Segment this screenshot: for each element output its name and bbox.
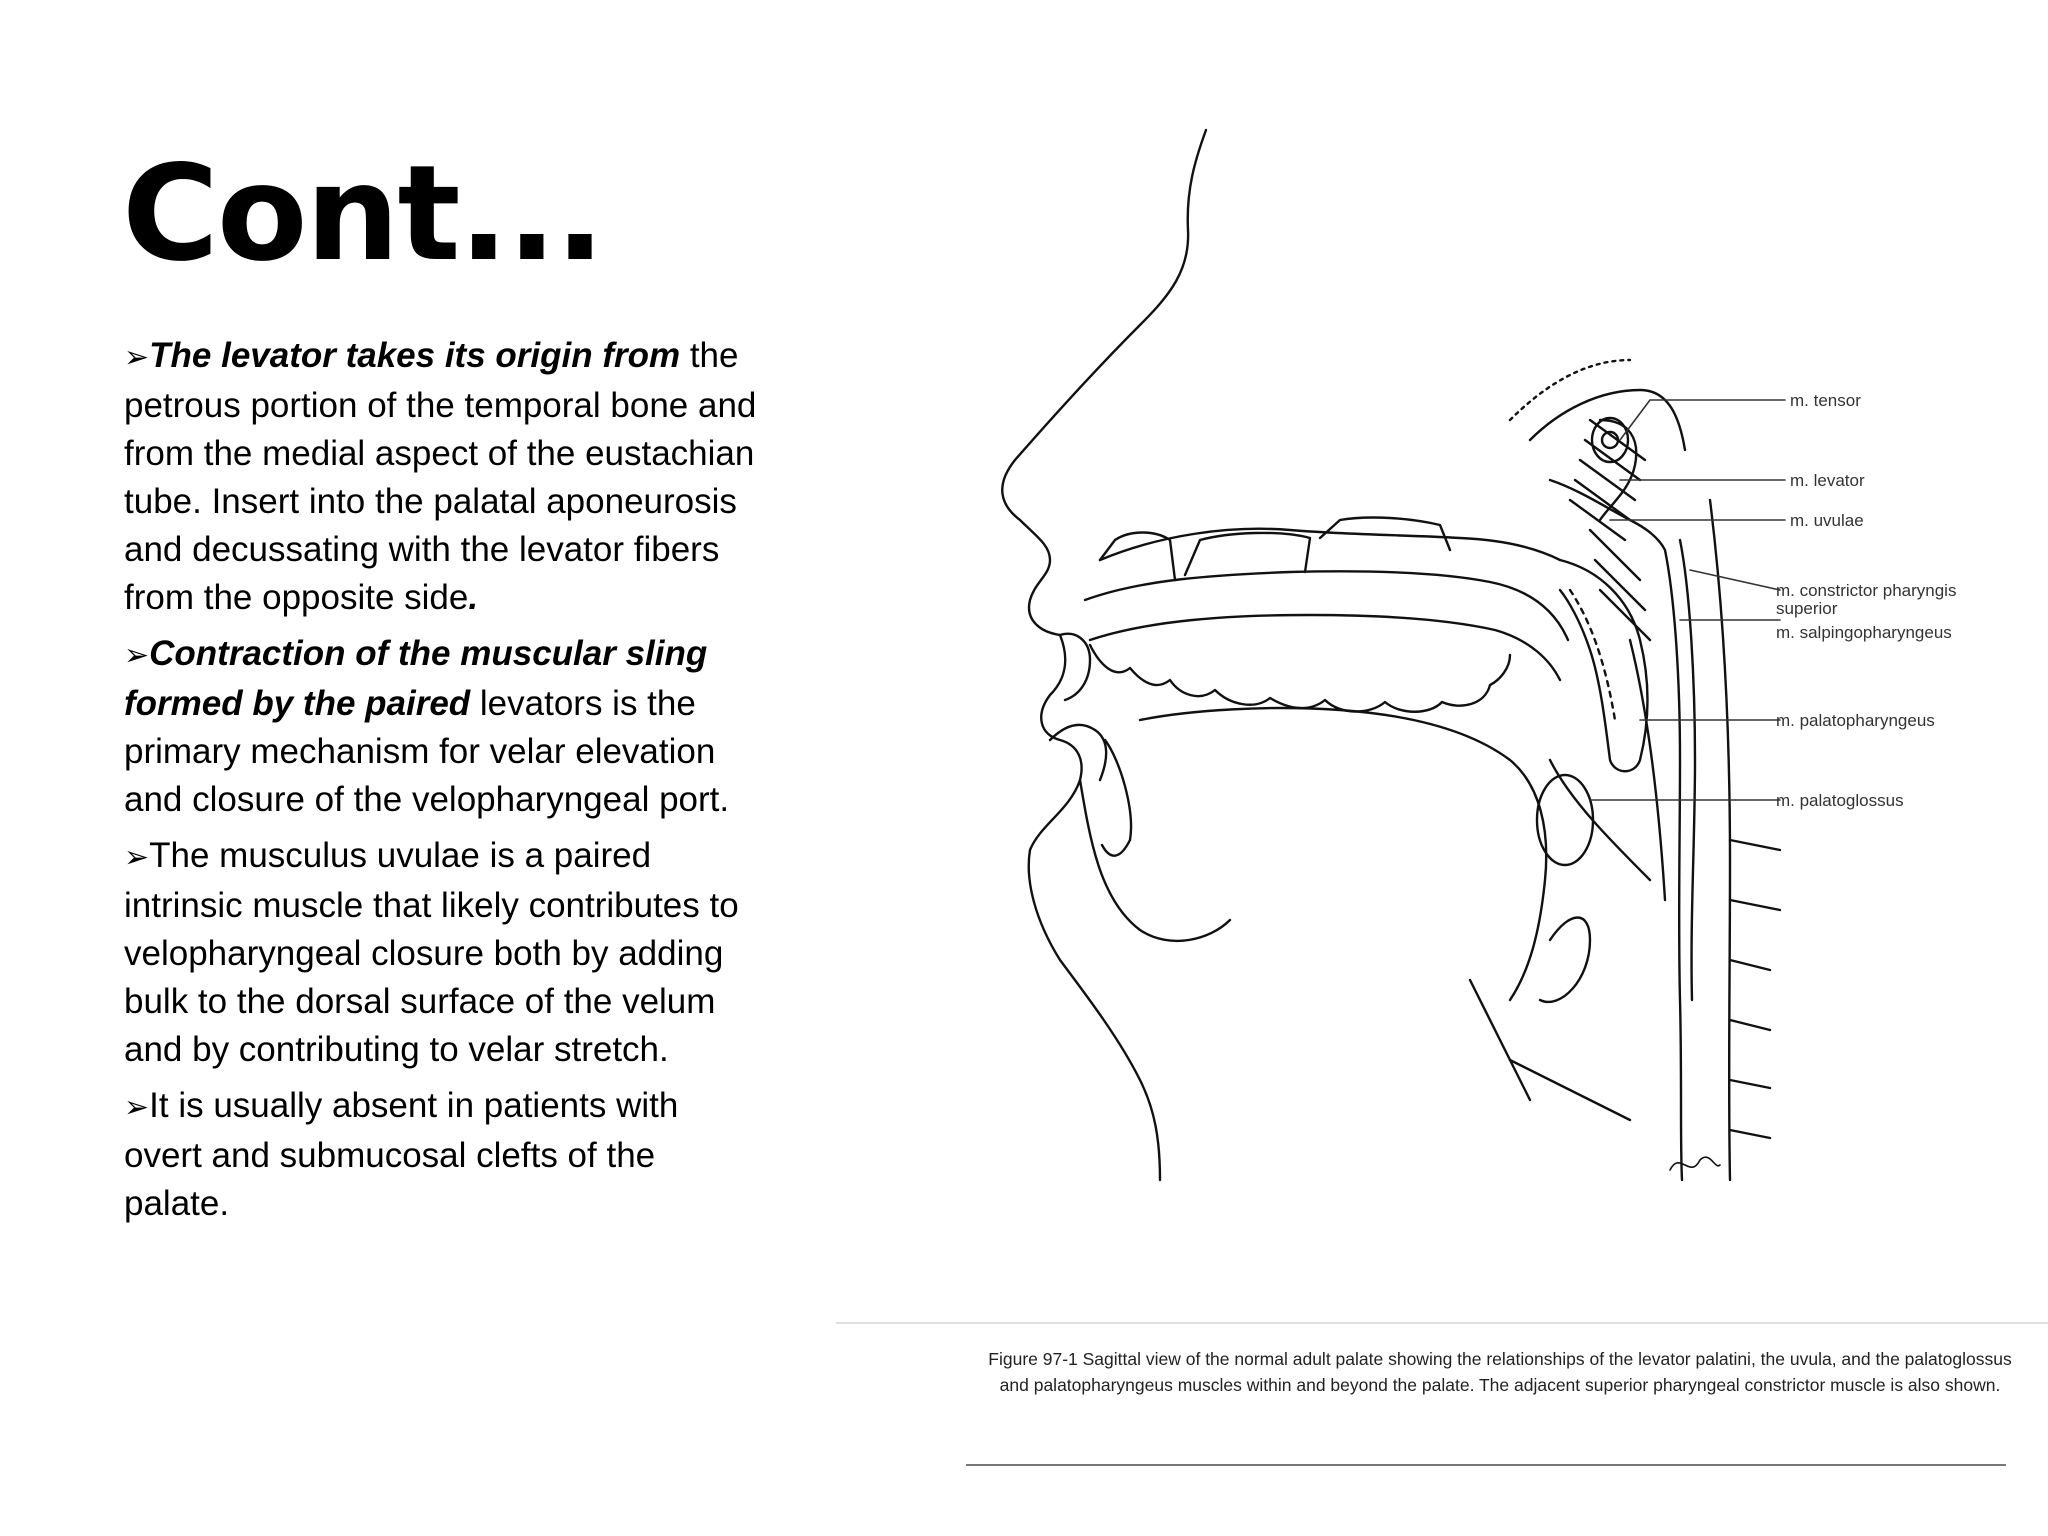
skull-base-dashed [1510,360,1630,420]
tensor-hook [1600,420,1636,520]
bullet-text: The musculus uvulae is a paired intrinsic muscle that likely contributes to velopharyngeal closure both by adding bulk to the dorsal surface of the velum and by contributing to velar stretch. [124,836,739,1069]
leader-line-tensor [1620,400,1785,440]
leader-line-constrictor [1690,570,1780,590]
palatoglossus [1550,760,1650,880]
bullet-item [124,332,764,622]
label-palatoglossus: m. palatoglossus [1776,791,1904,810]
label-palatopharyngeus: m. palatopharyngeus [1776,711,1935,730]
bullet-item [124,832,764,1074]
bullet-item [124,1082,764,1228]
bullet-emphasis: Contraction of the muscular sling formed by the paired [124,634,708,723]
bullet-list [124,332,764,1236]
pharyngeal-wall-inner [1680,540,1695,1000]
soft-palate [1560,560,1648,771]
anatomy-figure [990,120,2010,1310]
label-constrictor-superior: superior [1776,599,1838,618]
label-tensor: m. tensor [1790,391,1861,410]
bullet-text: the petrous portion of the temporal bone and from the medial aspect of the eustachian tube. Insert into the palatal aponeurosis and decussating with the levator fibers from the opposite side [124,336,757,617]
tonsil [1537,775,1593,865]
artist-mark [1670,1157,1720,1170]
figure-caption: Figure 97-1 Sagittal view of the normal adult palate showing the relationships of the levator palatini, the uvula, and the palatoglossus and palatopharyngeus muscles within and beyond the palate. The adjacent superior pharyngeal constrictor muscle is also shown. [988,1349,2012,1395]
figure-divider-top [836,1322,2048,1324]
arrow-bullet-icon: ➢ [124,340,150,375]
palatine-bone [1185,533,1310,575]
face-profile-outline [1002,130,1206,1180]
nasal-floor [1100,529,1560,560]
arrow-bullet-icon: ➢ [124,1090,150,1125]
label-levator: m. levator [1790,471,1865,490]
throat-line [1510,1060,1630,1120]
arrow-bullet-icon: ➢ [124,840,150,875]
arrow-bullet-icon: ➢ [124,638,150,673]
label-constrictor: m. constrictor pharyngis [1776,581,1957,600]
label-uvulae: m. uvulae [1790,511,1864,530]
figure-divider-bottom [966,1464,2006,1466]
larynx-curve [1470,980,1530,1100]
bullet-emphasis: The levator takes its origin from [149,336,681,375]
upper-teeth [1090,645,1510,712]
hard-palate-bottom [1090,615,1560,680]
mandible-outline [1080,780,1230,941]
bullet-text: It is usually absent in patients with overt and submucosal clefts of the palate. [124,1086,679,1223]
bullet-item [124,630,764,824]
epiglottis [1540,918,1590,1002]
tongue-outline [1140,708,1546,1000]
bullet-end-mark: . [468,578,479,617]
uvulae-fibers [1590,530,1650,640]
label-salpingopharyngeus: m. salpingopharyngeus [1776,623,1952,642]
bullet-text: levators is the primary mechanism for velar elevation and closure of the velopharyngeal port. [124,684,730,819]
sagittal-palate-illustration [990,120,2010,1310]
pharyngeal-wall [1550,480,1682,1180]
slide-title: Cont... [122,137,604,291]
spine-outline [1710,500,1730,1180]
vertebra-marks [1730,840,1780,1138]
